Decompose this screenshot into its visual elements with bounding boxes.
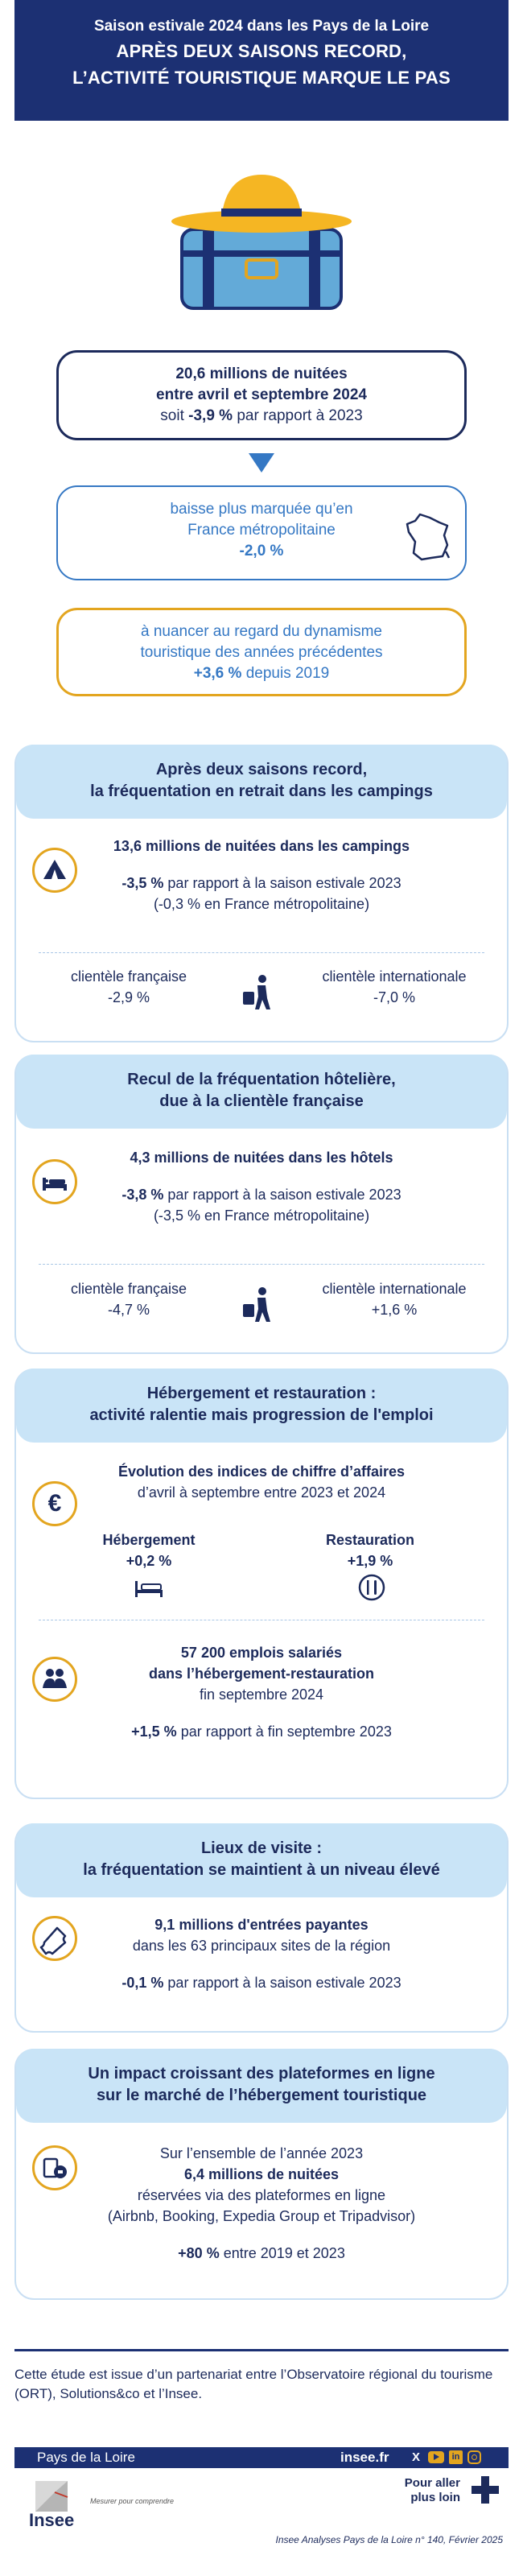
publication-reference: Insee Analyses Pays de la Loire n° 140, Février 2025 xyxy=(275,2534,503,2545)
plateformes-line3: réservées via des plateformes en ligne xyxy=(137,2187,386,2203)
rest-value: +1,9 % xyxy=(347,1553,393,1569)
more-info-line1: Pour aller xyxy=(404,2476,460,2490)
traveler-icon xyxy=(240,974,277,1011)
campings-body xyxy=(80,836,443,914)
campings-headline: 13,6 millions de nuitées dans les campings xyxy=(113,838,410,854)
visites-change: -0,1 % xyxy=(121,1975,164,1991)
hotels-body xyxy=(80,1147,443,1226)
plateformes-change-suffix: entre 2019 et 2023 xyxy=(219,2245,345,2261)
region-label: Pays de la Loire xyxy=(37,2450,135,2465)
ticket-icon xyxy=(32,1916,77,1961)
emp-change-suffix: par rapport à fin septembre 2023 xyxy=(176,1724,392,1740)
total-nights-box xyxy=(56,350,467,440)
emp-line3: fin septembre 2024 xyxy=(199,1686,324,1703)
suitcase-hat-icon xyxy=(169,173,354,310)
ca-line2: d’avril à septembre entre 2023 et 2024 xyxy=(137,1484,386,1501)
heb-label: Hébergement xyxy=(102,1532,196,1548)
header-line2: APRÈS DEUX SAISONS RECORD, xyxy=(116,41,407,61)
employees-icon xyxy=(32,1657,77,1702)
ca-line1: Évolution des indices de chiffre d’affaires xyxy=(117,1463,406,1480)
total-nights-line1: 20,6 millions de nuitées xyxy=(175,365,348,382)
plateformes-change: +80 % xyxy=(178,2245,220,2261)
plateformes-line4: (Airbnb, Booking, Expedia Group et Tripadvisor) xyxy=(107,2208,416,2224)
hotels-fr-value: -4,7 % xyxy=(107,1302,150,1318)
hotels-title-line1: Recul de la fréquentation hôtelière, xyxy=(127,1071,396,1088)
hebergement-title-line2: activité ralentie mais progression de l'emploi xyxy=(89,1406,434,1424)
france-line1: baisse plus marquée qu’en xyxy=(170,501,353,518)
more-info-link[interactable] xyxy=(354,2476,460,2505)
nuance-line1: à nuancer au regard du dynamisme xyxy=(141,623,382,640)
plateformes-title-line1: Un impact croissant des plateformes en ligne xyxy=(88,2065,435,2083)
campings-change: -3,5 % xyxy=(121,875,164,891)
traveler-icon xyxy=(240,1286,277,1323)
campings-fr-label: clientèle française xyxy=(70,968,187,985)
total-nights-prefix: soit xyxy=(160,407,189,424)
emp-line1: 57 200 emplois salariés xyxy=(180,1645,343,1661)
plateformes-line2: 6,4 millions de nuitées xyxy=(183,2166,340,2182)
hotels-fr-label: clientèle française xyxy=(70,1281,187,1297)
campings-title xyxy=(16,745,507,819)
visites-title-line1: Lieux de visite : xyxy=(200,1839,323,1857)
youtube-icon[interactable] xyxy=(428,2451,444,2463)
page-header xyxy=(14,0,509,121)
total-nights-line2: entre avril et septembre 2024 xyxy=(156,386,367,403)
hotels-intl xyxy=(298,1278,491,1320)
visites-title-line2: la fréquentation se maintient à un niveau élevé xyxy=(83,1861,440,1879)
insee-logo-text: Insee xyxy=(29,2510,75,2530)
france-map-icon xyxy=(404,511,452,563)
campings-fr xyxy=(40,966,217,1008)
euro-icon: € xyxy=(32,1481,77,1526)
visites-title xyxy=(16,1823,507,1897)
insee-link[interactable]: insee.fr xyxy=(340,2450,389,2465)
total-nights-suffix: par rapport à 2023 xyxy=(233,407,363,424)
plateformes-line1: Sur l’ensemble de l’année 2023 xyxy=(159,2145,364,2161)
france-value: -2,0 % xyxy=(239,543,284,559)
hotels-title-line2: due à la clientèle française xyxy=(159,1092,364,1110)
footer-bar xyxy=(14,2447,509,2468)
employment-body xyxy=(80,1642,443,1742)
campings-intl-label: clientèle internationale xyxy=(322,968,467,985)
nuance-line2: touristique des années précédentes xyxy=(140,644,383,661)
campings-fr-value: -2,9 % xyxy=(107,989,150,1005)
campings-change-suffix: par rapport à la saison estivale 2023 xyxy=(163,875,402,891)
total-nights-line3 xyxy=(59,406,464,427)
total-nights-change: -3,9 % xyxy=(188,407,233,424)
ca-intro xyxy=(80,1461,443,1503)
bed-icon xyxy=(134,1578,164,1600)
footer-divider xyxy=(14,2349,509,2351)
rest-label: Restauration xyxy=(325,1532,415,1548)
plateformes-title xyxy=(16,2049,507,2123)
hotels-title xyxy=(16,1055,507,1129)
visites-line1: 9,1 millions d'entrées payantes xyxy=(154,1917,369,1933)
plateformes-title-line2: sur le marché de l’hébergement touristique xyxy=(96,2087,427,2104)
x-social-icon[interactable]: X xyxy=(411,2450,420,2464)
partnership-note: Cette étude est issue d’un partenariat entre l’Observatoire régional du tourisme (ORT), Solutions&co et l’Insee. xyxy=(14,2367,493,2401)
divider xyxy=(39,1264,484,1265)
france-line2: France métropolitaine xyxy=(187,522,336,539)
nuance-box xyxy=(56,608,467,696)
heb-index xyxy=(80,1530,217,1571)
campings-france-note: (-0,3 % en France métropolitaine) xyxy=(153,896,370,912)
nuance-value: +3,6 % xyxy=(193,665,242,682)
hotels-intl-label: clientèle internationale xyxy=(322,1281,467,1297)
header-line3: L’ACTIVITÉ TOURISTIQUE MARQUE LE PAS xyxy=(72,68,451,88)
campings-title-line2: la fréquentation en retrait dans les campings xyxy=(90,782,433,800)
header-line1: Saison estivale 2024 dans les Pays de la Loire xyxy=(93,18,430,35)
campings-intl-value: -7,0 % xyxy=(373,989,416,1005)
emp-line2: dans l’hébergement-restauration xyxy=(148,1666,375,1682)
nuance-suffix: depuis 2019 xyxy=(241,665,330,682)
visites-change-suffix: par rapport à la saison estivale 2023 xyxy=(163,1975,402,1991)
nuance-line3 xyxy=(59,663,464,684)
emp-change: +1,5 % xyxy=(131,1724,177,1740)
hotels-fr xyxy=(40,1278,217,1320)
plateformes-body xyxy=(80,2143,443,2264)
france-comparison-box xyxy=(56,485,467,580)
visites-line2: dans les 63 principaux sites de la région xyxy=(132,1938,391,1954)
campings-title-line1: Après deux saisons record, xyxy=(155,761,368,778)
online-platform-icon xyxy=(32,2145,77,2190)
chevron-down-icon xyxy=(246,451,277,475)
heb-value: +0,2 % xyxy=(126,1553,172,1569)
instagram-icon[interactable] xyxy=(467,2450,481,2464)
hebergement-title-line1: Hébergement et restauration : xyxy=(146,1385,377,1402)
bed-icon xyxy=(32,1159,77,1204)
plate-cutlery-icon xyxy=(358,1574,385,1601)
hotels-change: -3,8 % xyxy=(121,1187,164,1203)
campings-intl xyxy=(298,966,491,1008)
divider xyxy=(39,952,484,953)
plus-icon[interactable] xyxy=(472,2476,499,2504)
hotels-intl-value: +1,6 % xyxy=(371,1302,418,1318)
tent-icon xyxy=(32,848,77,893)
rest-index xyxy=(302,1530,439,1571)
hotels-change-suffix: par rapport à la saison estivale 2023 xyxy=(163,1187,402,1203)
more-info-line2: plus loin xyxy=(410,2491,460,2504)
hotels-france-note: (-3,5 % en France métropolitaine) xyxy=(153,1208,370,1224)
visites-body xyxy=(80,1914,443,1993)
linkedin-icon[interactable]: in xyxy=(449,2450,463,2464)
insee-tagline: Mesurer pour comprendre xyxy=(90,2497,175,2505)
hotels-headline: 4,3 millions de nuitées dans les hôtels xyxy=(130,1150,393,1166)
hebergement-title xyxy=(16,1368,507,1443)
